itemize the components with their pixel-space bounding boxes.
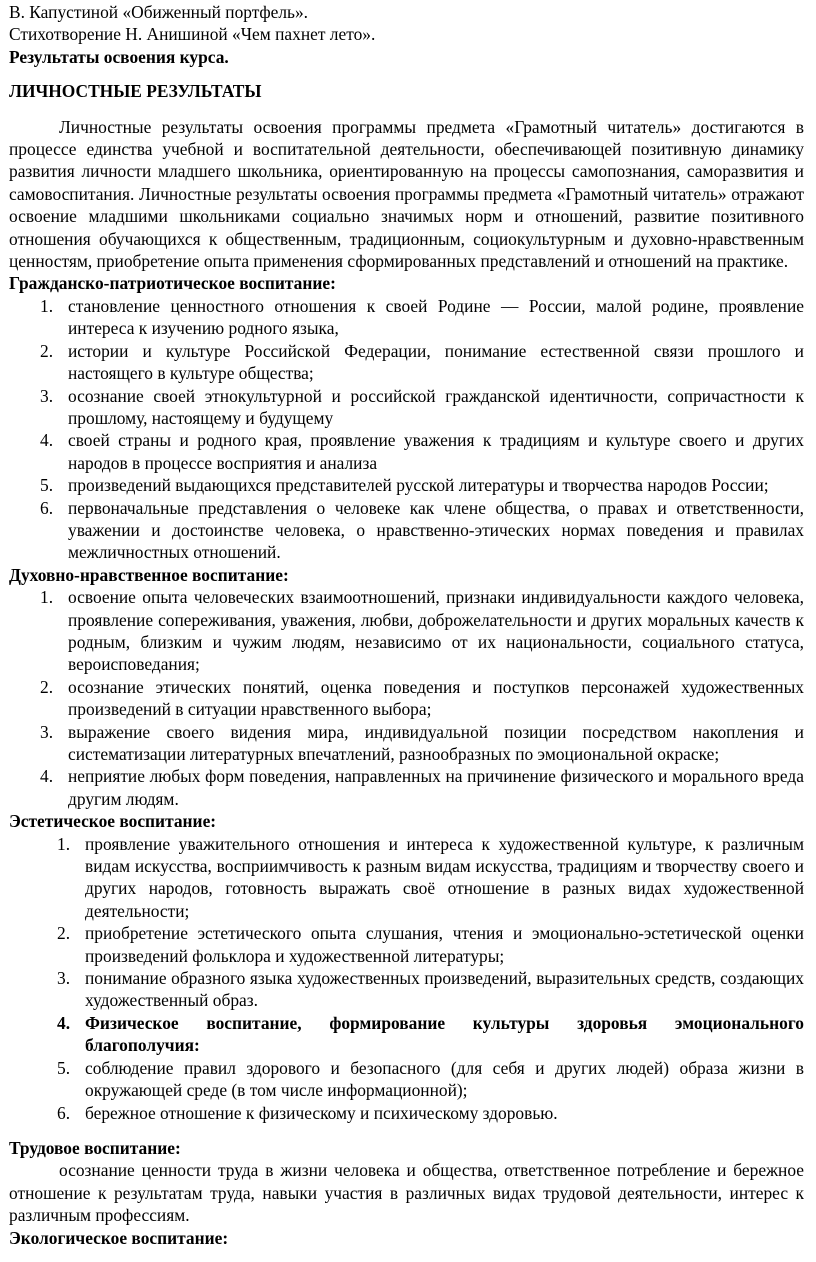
labor-paragraph: осознание ценности труда в жизни человека и общества, ответственное потребление и бережное отношение к результатам труда, навыки участия в различных видах трудовой деятельности, интерес к различным профессиям.	[9, 1160, 804, 1226]
aesthetic-list	[9, 833, 804, 1124]
list-item	[9, 474, 804, 496]
item-text: проявление уважительного отношения и интереса к художественной культуре, к различным видам искусства, восприимчивость к разным видам искусства, традициям и творчеству своего и других народов, готовность выражать своё отношение в разных видах художественной деятельности;	[85, 833, 804, 921]
item-text: первоначальные представления о человеке как члене общества, о правах и ответственности, уважении и достоинстве человека, о нравственно-этических нормах поведения и правилах межличностных отношений.	[68, 497, 804, 563]
list-item	[9, 967, 804, 1012]
item-text: становление ценностного отношения к своей Родине — России, малой родине, проявление интереса к изучению родного языка,	[68, 295, 804, 339]
list-item	[9, 922, 804, 967]
item-number: 4.	[40, 766, 54, 787]
list-item	[9, 721, 804, 766]
item-text: понимание образного языка художественных произведений, выразительных средств, создающих художественный образ.	[85, 968, 804, 1011]
item-text: бережное отношение к физическому и психическому здоровью.	[85, 1102, 558, 1123]
item-number: 1.	[40, 295, 54, 316]
item-text: Физическое воспитание, формирование культуры здоровья эмоционального благополучия:	[85, 1012, 804, 1056]
list-item	[9, 676, 804, 721]
item-text: освоение опыта человеческих взаимоотношений, признаки индивидуальности каждого человека, проявление сопереживания, уважения, любви, доброжелательности и других моральных качеств к родным, близким и чужим людям, независимо от их национальности, социального статуса, вероисповедания;	[68, 587, 804, 675]
item-number: 6.	[57, 1102, 71, 1123]
list-item	[9, 340, 804, 385]
intro-line: Стихотворение Н. Анишиной «Чем пахнет лето».	[9, 24, 376, 45]
aesthetic-heading: Эстетическое воспитание:	[9, 811, 217, 832]
intro-line: В. Капустиной «Обиженный портфель».	[9, 2, 309, 22]
list-item	[9, 497, 804, 564]
spiritual-heading: Духовно-нравственное воспитание:	[9, 564, 289, 585]
list-item	[9, 833, 804, 923]
item-text: осознание этических понятий, оценка поведения и поступков персонажей художественных произведений в ситуации нравственного выбора;	[68, 676, 804, 720]
list-item	[9, 586, 804, 676]
item-text: выражение своего видения мира, индивидуальной позиции посредством накопления и систематизации литературных впечатлений, разнообразных по эмоциональной окраске;	[68, 721, 804, 764]
personal-results-paragraph: Личностные результаты освоения программы предмета «Грамотный читатель» достигаются в процессе единства учебной и воспитательной деятельности, обеспечивающей позитивную динамику развития личности младшего школьника, ориентированную на процессы самопознания, саморазвития и самовоспитания. Личностные результаты освоения программы предмета «Грамотный читатель» отражают освоение младшими школьниками социально значимых норм и отношений, развитие позитивного отношения обучающихся к общественным, традиционным, социокультурным и духовно-нравственным ценностям, приобретение опыта применения сформированных представлений и отношений на практике.	[9, 116, 804, 272]
item-text: неприятие любых форм поведения, направленных на причинение физического и морального вреда другим людям.	[68, 766, 804, 809]
item-number: 2.	[40, 340, 54, 361]
item-number: 2.	[57, 923, 71, 944]
course-results-heading: Результаты освоения курса.	[9, 46, 229, 67]
item-number: 6.	[40, 497, 54, 518]
list-item-physical-heading	[9, 1012, 804, 1057]
item-number: 2.	[40, 676, 54, 697]
item-text: истории и культуре Российской Федерации, понимание естественной связи прошлого и настоящего в культуре общества;	[68, 340, 804, 384]
civic-list	[9, 295, 804, 564]
item-number: 1.	[57, 833, 71, 854]
item-number: 5.	[57, 1057, 71, 1078]
item-number: 1.	[40, 587, 54, 608]
personal-results-heading: ЛИЧНОСТНЫЕ РЕЗУЛЬТАТЫ	[9, 81, 262, 102]
item-text: произведений выдающихся представителей русской литературы и творчества народов России;	[68, 475, 769, 496]
list-item	[9, 765, 804, 810]
item-number: 5.	[40, 475, 54, 496]
list-item	[9, 429, 804, 474]
civic-heading: Гражданско-патриотическое воспитание:	[9, 273, 336, 294]
item-text: осознание своей этнокультурной и российской гражданской идентичности, сопричастности к прошлому, настоящему и будущему	[68, 385, 804, 428]
ecological-heading: Экологическое воспитание:	[9, 1227, 229, 1248]
item-text: соблюдение правил здорового и безопасного (для себя и других людей) образа жизни в окружающей среде (в том числе информационной);	[85, 1057, 804, 1101]
item-text: приобретение эстетического опыта слушания, чтения и эмоционально-эстетической оценки произведений фольклора и художественной литературы;	[85, 923, 804, 966]
list-item	[9, 1102, 804, 1124]
item-number: 3.	[40, 385, 54, 406]
spiritual-list	[9, 586, 804, 810]
item-number: 4.	[57, 1012, 71, 1033]
item-number: 3.	[57, 968, 71, 989]
item-number: 3.	[40, 721, 54, 742]
list-item	[9, 1057, 804, 1102]
item-number: 4.	[40, 430, 54, 451]
item-text: своей страны и родного края, проявление уважения к традициям и культуре своего и других народов в процессе восприятия и анализа	[68, 430, 804, 473]
list-item	[9, 385, 804, 430]
list-item	[9, 295, 804, 340]
labor-heading: Трудовое воспитание:	[9, 1137, 181, 1158]
